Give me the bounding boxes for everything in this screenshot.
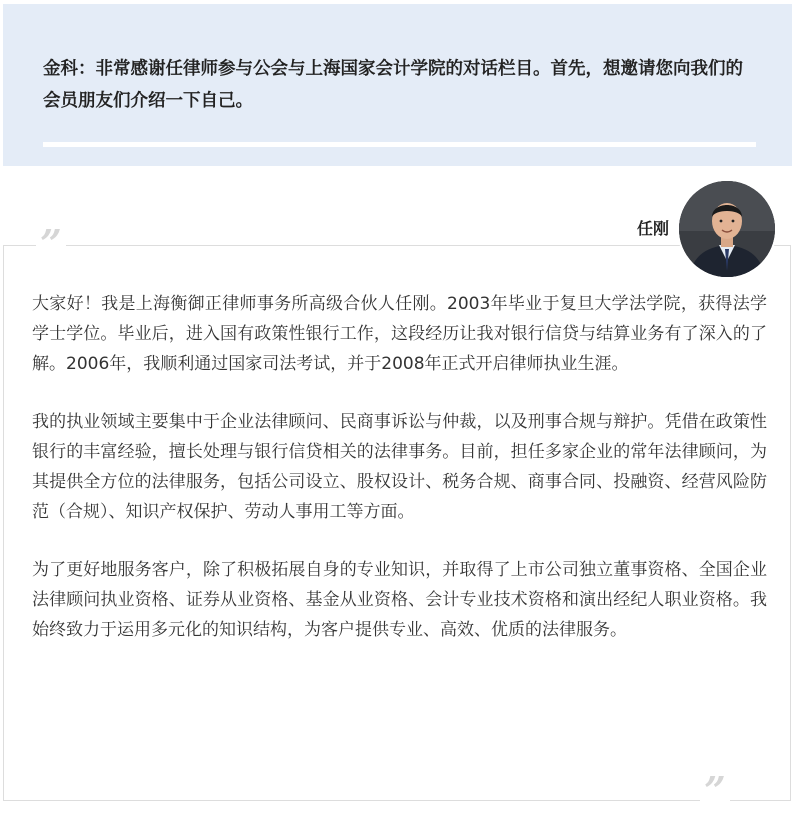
close-quote-icon: ” [700, 771, 730, 811]
answer-paragraph-1: 大家好！我是上海衡御正律师事务所高级合伙人任刚。2003年毕业于复旦大学法学院，获得法学学士学位。毕业后，进入国有政策性银行工作，这段经历让我对银行信贷与结算业务有了深入的了解。2006年，我顺利通过国家司法考试，并于2008年正式开启律师执业生涯。 [32, 294, 767, 374]
question-text: 金科：非常感谢任律师参与公会与上海国家会计学院的对话栏目。首先，想邀请您向我们的会员朋友们介绍一下自己。 [43, 59, 743, 111]
answer-body [32, 289, 767, 673]
open-quote-icon: ” [36, 224, 66, 264]
speaker-name: 任刚 [635, 216, 671, 242]
answer-paragraph-3: 为了更好地服务客户，除了积极拓展自身的专业知识，并取得了上市公司独立董事资格、全国企业法律顾问执业资格、证券从业资格、基金从业资格、会计专业技术资格和演出经纪人职业资格。我始终致力于运用多元化的知识结构，为客户提供专业、高效、优质的法律服务。 [32, 560, 767, 640]
question-box [3, 4, 792, 166]
portrait-photo-icon [679, 181, 775, 277]
avatar [679, 181, 775, 277]
question-divider [43, 142, 756, 147]
answer-paragraph-2: 我的执业领域主要集中于企业法律顾问、民商事诉讼与仲裁，以及刑事合规与辩护。凭借在政策性银行的丰富经验，擅长处理与银行信贷相关的法律事务。目前，担任多家企业的常年法律顾问，为其提供全方位的法律服务，包括公司设立、股权设计、税务合规、商事合同、投融资、经营风险防范（合规）、知识产权保护、劳动人事用工等方面。 [32, 412, 767, 522]
